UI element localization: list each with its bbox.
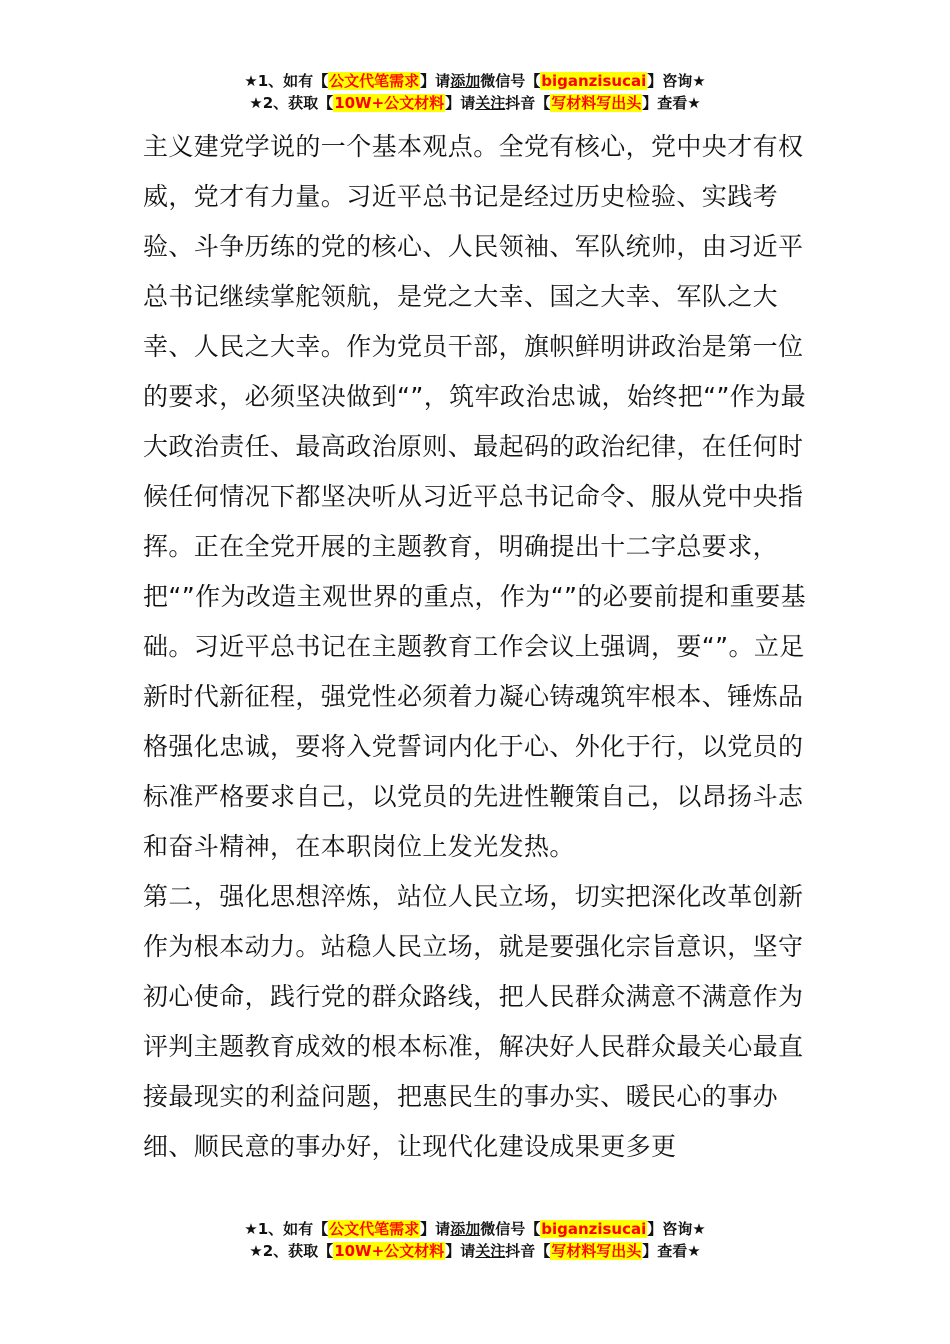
banner-text: 微信号【	[480, 1220, 541, 1238]
banner-text: ★1、如有【	[244, 1220, 329, 1238]
banner-text: ★1、如有【	[244, 72, 329, 90]
highlight-text: 10W+公文材料	[334, 1242, 445, 1260]
highlight-text: 写材料写出头	[551, 1242, 642, 1260]
bottom-promo-banner	[0, 1218, 950, 1262]
banner-text: 】请	[420, 1220, 451, 1238]
banner-text: 抖音【	[505, 1242, 551, 1260]
highlight-text: 10W+公文材料	[334, 94, 445, 112]
underlined-text: 添加	[450, 72, 481, 90]
highlight-text: 公文代笔需求	[329, 1220, 420, 1238]
banner-text: 】请	[445, 1242, 476, 1260]
banner-text: 】查看★	[642, 94, 701, 112]
banner-line-1	[0, 1218, 950, 1240]
banner-line-1	[0, 70, 950, 92]
banner-line-2	[0, 1240, 950, 1262]
underlined-text: 关注	[475, 1242, 506, 1260]
highlight-text: biganzisucai	[541, 72, 647, 90]
top-promo-banner	[0, 70, 950, 114]
document-body	[143, 122, 807, 1172]
banner-text: ★2、获取【	[249, 94, 334, 112]
underlined-text: 添加	[450, 1220, 481, 1238]
highlight-text: biganzisucai	[541, 1220, 647, 1238]
banner-text: 】请	[445, 94, 476, 112]
banner-text: 】咨询★	[647, 1220, 706, 1238]
paragraph: 主义建党学说的一个基本观点。全党有核心，党中央才有权威，党才有力量。习近平总书记是经过历史检验、实践考验、斗争历练的党的核心、人民领袖、军队统帅，由习近平总书记继续掌舵领航，是党之大幸、国之大幸、军队之大幸、人民之大幸。作为党员干部，旗帜鲜明讲政治是第一位的要求，必须坚决做到“”，筑牢政治忠诚，始终把“”作为最大政治责任、最高政治原则、最起码的政治纪律，在任何时候任何情况下都坚决听从习近平总书记命令、服从党中央指挥。正在全党开展的主题教育，明确提出十二字总要求，把“”作为改造主观世界的重点，作为“”的必要前提和重要基础。习近平总书记在主题教育工作会议上强调，要“”。立足新时代新征程，强党性必须着力凝心铸魂筑牢根本、锤炼品格强化忠诚，要将入党誓词内化于心、外化于行，以党员的标准严格要求自己，以党员的先进性鞭策自己，以昂扬斗志和奋斗精神，在本职岗位上发光发热。	[143, 132, 807, 861]
banner-text: 微信号【	[480, 72, 541, 90]
highlight-text: 写材料写出头	[551, 94, 642, 112]
paragraph: 第二，强化思想淬炼，站位人民立场，切实把深化改革创新作为根本动力。站稳人民立场，就是要强化宗旨意识，坚守初心使命，践行党的群众路线，把人民群众满意不满意作为评判主题教育成效的根本标准，解决好人民群众最关心最直接最现实的利益问题，把惠民生的事办实、暖民心的事办细、顺民意的事办好，让现代化建设成果更多更	[143, 882, 804, 1161]
banner-text: 】请	[420, 72, 451, 90]
banner-text: 】查看★	[642, 1242, 701, 1260]
banner-line-2	[0, 92, 950, 114]
banner-text: 】咨询★	[647, 72, 706, 90]
underlined-text: 关注	[475, 94, 506, 112]
banner-text: ★2、获取【	[249, 1242, 334, 1260]
banner-text: 抖音【	[505, 94, 551, 112]
highlight-text: 公文代笔需求	[329, 72, 420, 90]
